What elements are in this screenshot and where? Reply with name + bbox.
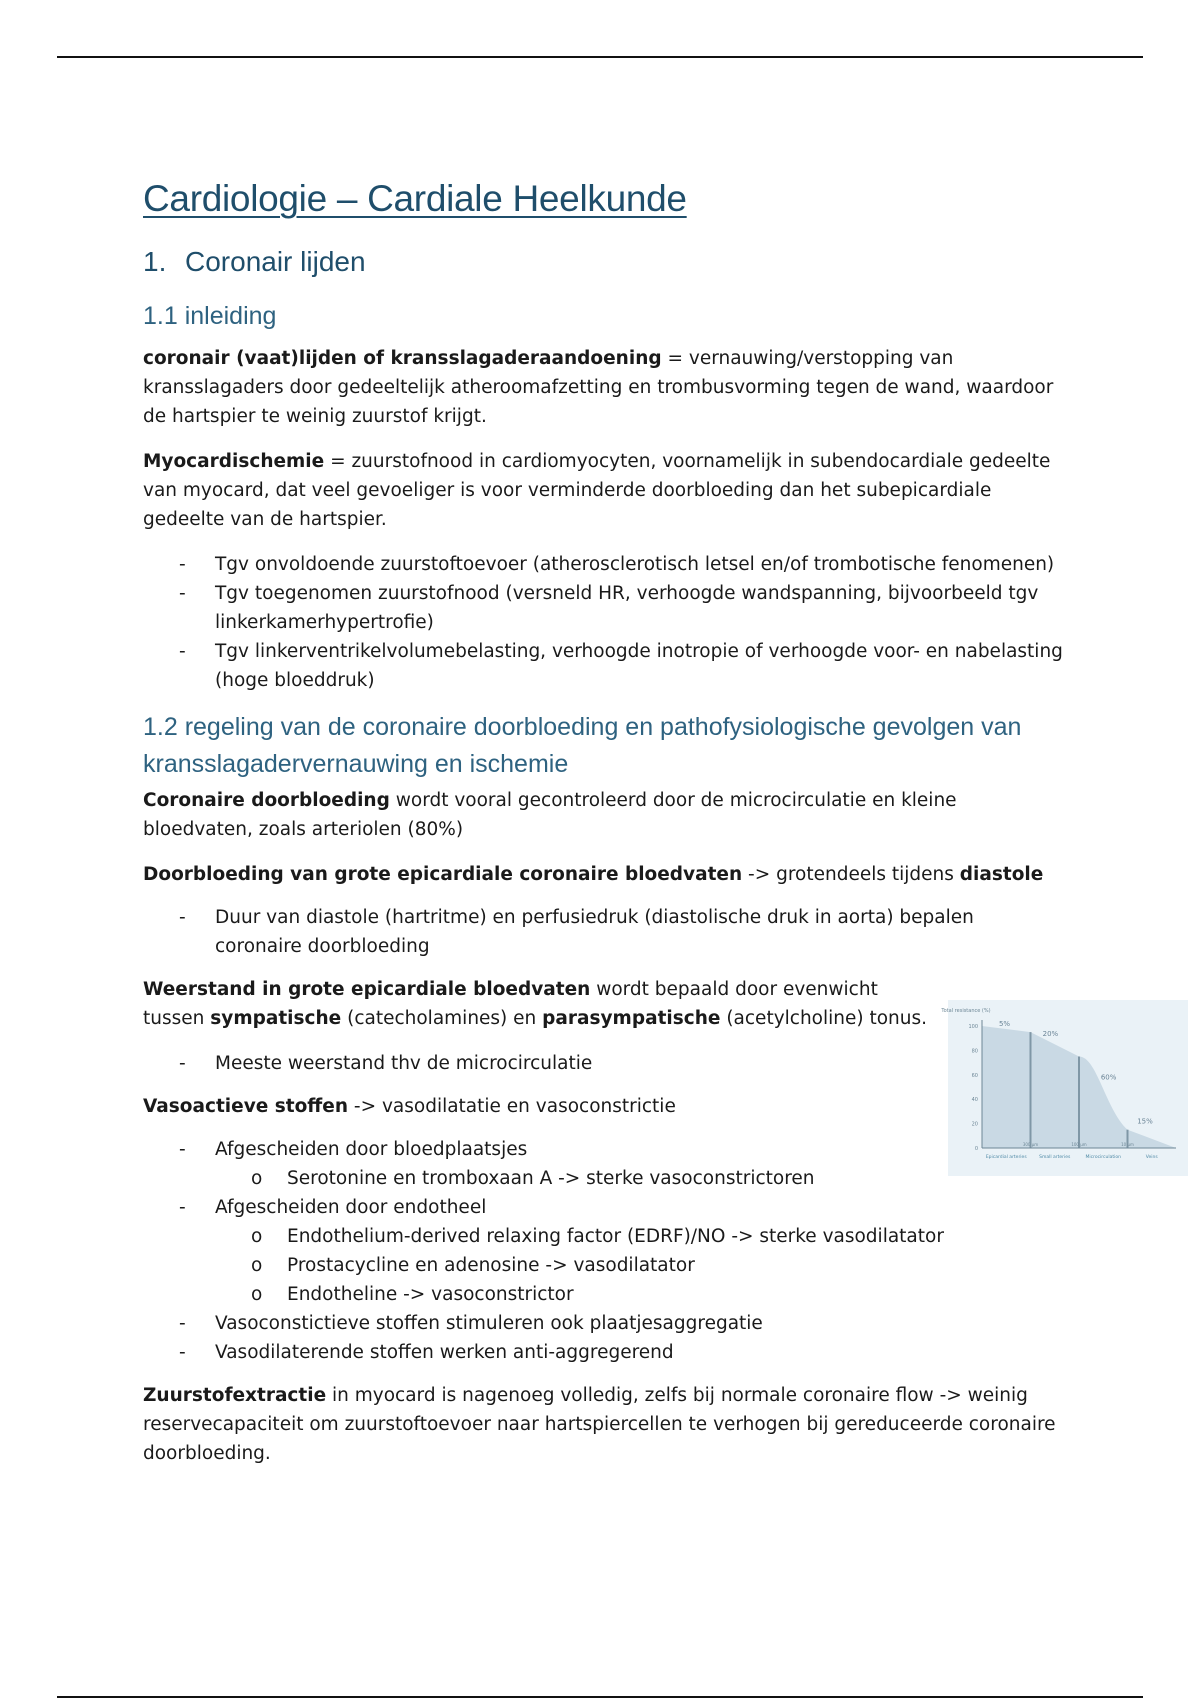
text: (acetylcholine) tonus. bbox=[720, 1007, 928, 1029]
definition: wordt vooral gecontroleerd door de microcirculatie en kleine bloedvaten, zoals arteriolen (80%) bbox=[143, 789, 957, 840]
segment-label: 15% bbox=[1137, 1117, 1153, 1126]
paragraph-coronair-lijden bbox=[143, 344, 1063, 431]
category-label: Microcirculation bbox=[1085, 1155, 1122, 1160]
ischemia-causes-list bbox=[143, 550, 1063, 695]
subsection-heading-1-1: 1.1 inleiding bbox=[143, 302, 277, 330]
term: Myocardischemie bbox=[143, 450, 325, 472]
term: Zuurstofextractie bbox=[143, 1384, 327, 1406]
diastole-list bbox=[143, 903, 1063, 961]
vasoactive-list bbox=[143, 1135, 1063, 1367]
list-item: - Tgv onvoldoende zuurstoftoevoer (atherosclerotisch letsel en/of trombotische fenomenen) bbox=[143, 550, 1063, 579]
section-heading-1 bbox=[143, 246, 1063, 278]
boundary-label: 10 µm bbox=[1121, 1142, 1134, 1147]
paragraph-vasoactieve-stoffen bbox=[143, 1092, 1063, 1121]
list-item: - Duur van diastole (hartritme) en perfusiedruk (diastolische druk in aorta) bepalen coronaire doorbloeding bbox=[143, 903, 1063, 961]
y-axis-label: Total resistance (%) bbox=[941, 1008, 991, 1014]
header-rule bbox=[57, 56, 1143, 58]
segment-label: 5% bbox=[998, 1020, 1011, 1028]
y-tick-label: 80 bbox=[971, 1048, 978, 1055]
paragraph-coronaire-doorbloeding bbox=[143, 786, 1063, 844]
sublist-item: o Endothelium-derived relaxing factor (EDRF)/NO -> sterke vasodilatator bbox=[215, 1222, 1063, 1251]
term: Weerstand in grote epicardiale bloedvaten bbox=[143, 978, 591, 1000]
term: Doorbloeding van grote epicardiale coronaire bloedvaten bbox=[143, 863, 743, 885]
weerstand-list bbox=[143, 1049, 1063, 1078]
text: -> grotendeels tijdens bbox=[742, 863, 960, 885]
subsection-heading-1-2: 1.2 regeling van de coronaire doorbloeding en pathofysiologische gevolgen van kransslagadervernauwing en ischemie bbox=[143, 712, 1022, 778]
y-tick-label: 0 bbox=[974, 1146, 978, 1152]
sublist-item: o Serotonine en tromboxaan A -> sterke vasoconstrictoren bbox=[215, 1164, 1063, 1193]
paragraph-zuurstofextractie bbox=[143, 1381, 1063, 1468]
text: wordt bepaald door evenwicht tussen bbox=[143, 978, 878, 1029]
list-item bbox=[143, 1135, 1063, 1193]
term: diastole bbox=[959, 863, 1044, 885]
text: (catecholamines) en bbox=[341, 1007, 543, 1029]
list-item: - Vasoconstictieve stoffen stimuleren ook plaatjesaggregatie bbox=[143, 1309, 1063, 1338]
coronary-resistance-chart bbox=[941, 1000, 1188, 1176]
chart-svg bbox=[941, 1000, 1188, 1176]
list-item: - Vasodilaterende stoffen werken anti-aggregerend bbox=[143, 1338, 1063, 1367]
list-item bbox=[143, 1193, 1063, 1309]
text: -> vasodilatatie en vasoconstrictie bbox=[348, 1095, 676, 1117]
definition: = zuurstofnood in cardiomyocyten, voornamelijk in subendocardiale gedeelte van myocard, dat veel gevoeliger is voor verminderde doorbloeding dan het subepicardiale gedeelte van de hartspier. bbox=[143, 450, 1051, 530]
segment-label: 20% bbox=[1042, 1029, 1059, 1038]
list-item: - Meeste weerstand thv de microcirculatie bbox=[143, 1049, 1063, 1078]
paragraph-epicardiale-doorbloeding bbox=[143, 860, 1063, 889]
list-item: - Tgv linkerventrikelvolumebelasting, verhoogde inotropie of verhoogde voor- en nabelasting (hoge bloeddruk) bbox=[143, 637, 1063, 695]
section-title: Coronair lijden bbox=[185, 246, 366, 277]
category-label: Epicardial arteries bbox=[985, 1155, 1027, 1160]
text: in myocard is nagenoeg volledig, zelfs bij normale coronaire flow -> weinig reservecapaciteit om zuurstoftoevoer naar hartspiercellen te verhogen bij gereduceerde coronaire doorbloeding. bbox=[143, 1384, 1056, 1464]
sublist-item: o Endotheline -> vasoconstrictor bbox=[215, 1280, 1063, 1309]
sublist bbox=[143, 1164, 1063, 1193]
list-item-text: Afgescheiden door endotheel bbox=[215, 1196, 487, 1218]
y-tick-label: 20 bbox=[971, 1121, 978, 1128]
document-body bbox=[143, 178, 1063, 1484]
list-item-text: Afgescheiden door bloedplaatsjes bbox=[215, 1138, 528, 1160]
section-number: 1. bbox=[143, 246, 167, 277]
y-tick-label: 60 bbox=[971, 1072, 978, 1079]
category-label: Small arteries bbox=[1039, 1155, 1071, 1160]
footer-rule bbox=[57, 1696, 1143, 1698]
sublist bbox=[143, 1222, 1063, 1309]
sublist-item: o Prostacycline en adenosine -> vasodilatator bbox=[215, 1251, 1063, 1280]
term: Coronaire doorbloeding bbox=[143, 789, 390, 811]
definition: = vernauwing/verstopping van kransslagaders door gedeeltelijk atheroomafzetting en trombusvorming tegen de wand, waardoor de hartspier te weinig zuurstof krijgt. bbox=[143, 347, 1054, 427]
category-label: Veins bbox=[1145, 1155, 1158, 1160]
term: coronair (vaat)lijden of kransslagaderaandoening bbox=[143, 347, 662, 369]
paragraph-myocardischemie bbox=[143, 447, 1063, 534]
term: Vasoactieve stoffen bbox=[143, 1095, 349, 1117]
boundary-label: 100 µm bbox=[1071, 1142, 1087, 1147]
term: sympatische bbox=[210, 1007, 342, 1029]
segment-label: 60% bbox=[1100, 1073, 1117, 1082]
term: parasympatische bbox=[542, 1007, 721, 1029]
list-item: - Tgv toegenomen zuurstofnood (versneld HR, verhoogde wandspanning, bijvoorbeeld tgv linkerkamerhypertrofie) bbox=[143, 579, 1063, 637]
document-title: Cardiologie – Cardiale Heelkunde bbox=[143, 178, 687, 219]
paragraph-weerstand bbox=[143, 975, 943, 1033]
y-tick-label: 100 bbox=[968, 1024, 978, 1030]
boundary-label: 300 µm bbox=[1022, 1142, 1039, 1147]
y-tick-label: 40 bbox=[971, 1097, 978, 1104]
